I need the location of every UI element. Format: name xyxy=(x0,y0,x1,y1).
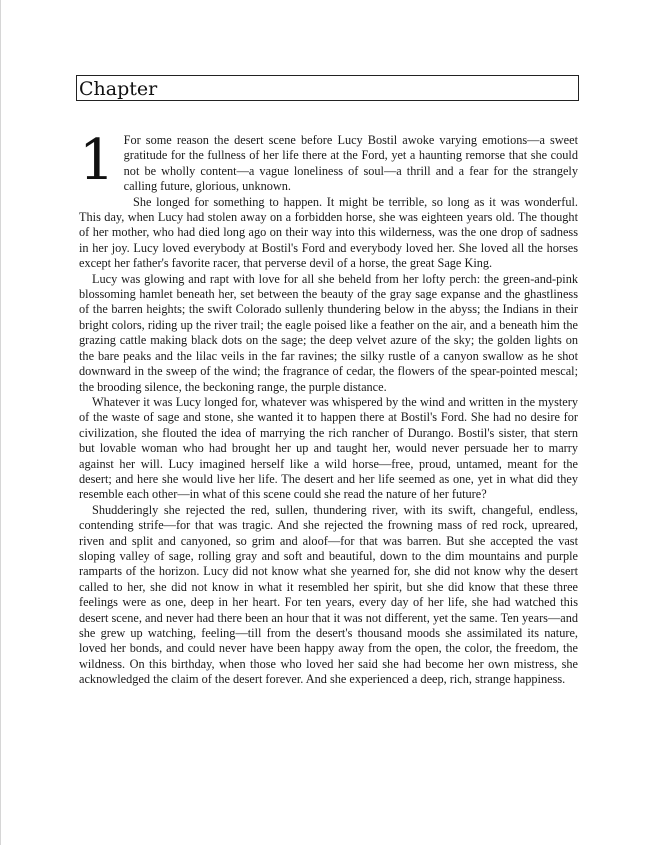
chapter-heading-box xyxy=(76,75,579,101)
paragraph-1: For some reason the desert scene before Lucy Bostil awoke varying emotions—a sweet gratitude for the fullness of her life there at the Ford, yet a haunting remorse that she could not be wholly content—a vague loneliness of soul—a thrill and a fear for the strangely calling future, glorious, unknown. xyxy=(123,133,578,194)
paragraph-5: Shudderingly she rejected the red, sullen, thundering river, with its swift, changeful, endless, contending strife—for that was tragic. And she rejected the frowning mass of red rock, upreared, riven and split and canyoned, so grim and aloof—for that was barren. But she accepted the vast sloping valley of sage, rolling gray and soft and beautiful, down to the dim mountains and purple ramparts of the horizon. Lucy did not know what she yearned for, she did not know why the desert called to her, she did not know in what it resembled her spirit, but she did know that these three feelings were as one, deep in her heart. For ten years, every day of her life, she had watched this desert scene, and never had there been an hour that it was not different, yet the same. Ten years—and she grew up watching, feeling—till from the desert's thousand moods she assimilated its nature, loved her bonds, and could never have been happy away from the open, the color, the freedom, the wildness. On this birthday, when those who loved her said she had become her own mistress, she acknowledged the claim of the desert forever. And she experienced a deep, rich, strange happiness. xyxy=(79,502,578,687)
page-left-edge xyxy=(0,0,1,845)
chapter-title: Chapter xyxy=(79,78,158,100)
chapter-number-drop-cap: 1 xyxy=(79,128,115,193)
paragraph-4: Whatever it was Lucy longed for, whatever was whispered by the wind and written in the mystery of the waste of sage and stone, she wanted it to happen there at Bostil's Ford. She had no desire for civilization, she flouted the idea of marrying the rich rancher of Durango. Bostil's sister, that stern but lovable woman who had brought her up and taught her, would never persuade her to marry against her will. Lucy imagined herself like a wild horse—free, proud, untamed, meant for the desert; and here she would live her life. The desert and her life seemed as one, yet in what did they resemble each other—in what of this scene could she read the nature of her future? xyxy=(79,394,578,502)
paragraph-2: She longed for something to happen. It might be terrible, so long as it was wonderful. This day, when Lucy had stolen away on a forbidden horse, she was eighteen years old. The thought of her mother, who had died long ago on their way into this wilderness, was the one drop of sadness in her joy. Lucy loved everybody at Bostil's Ford and everybody loved her. She loved all the horses except her father's favorite racer, that perverse devil of a horse, the great Sage King. xyxy=(79,194,578,271)
chapter-body xyxy=(79,128,578,688)
paragraph-3: Lucy was glowing and rapt with love for all she beheld from her lofty perch: the green-and-pink blossoming hamlet beneath her, set between the beauty of the gray sage expanse and the ghastliness of the barren heights; the swift Colorado sullenly thundering below in the abyss; the Indians in their bright colors, riding up the river trail; the eagle poised like a feather on the air, and a beneath him the grazing cattle making black dots on the sage; the deep velvet azure of the sky; the golden lights on the bare peaks and the lilac veils in the far ravines; the silky rustle of a canyon swallow as he shot downward in the sweep of the wind; the fragrance of cedar, the flowers of the spear-pointed mescal; the brooding silence, the beckoning range, the purple distance. xyxy=(79,271,578,394)
